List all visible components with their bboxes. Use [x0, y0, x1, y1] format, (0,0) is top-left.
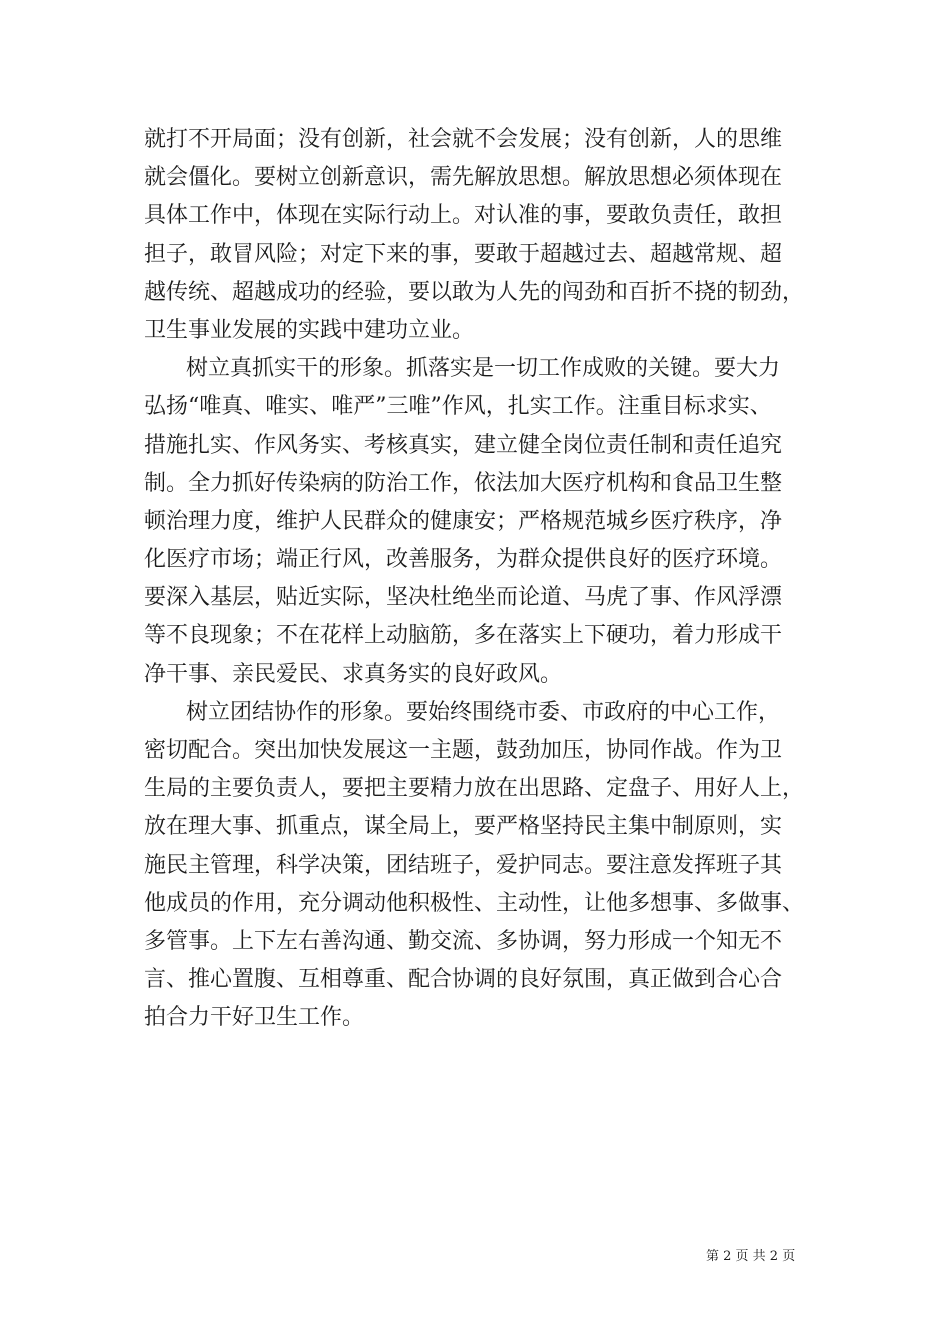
text-line: 化医疗市场；端正行风，改善服务，为群众提供良好的医疗环境。	[144, 547, 783, 573]
text-line: 施民主管理，科学决策，团结班子，爱护同志。要注意发挥班子其	[144, 852, 783, 878]
text-line: 就会僵化。要树立创新意识，需先解放思想。解放思想必须体现在	[144, 165, 783, 191]
page-number-footer: 第 2 页 共 2 页	[706, 1249, 796, 1264]
text-line: 具体工作中，体现在实际行动上。对认准的事，要敢负责任，敢担	[144, 203, 783, 229]
text-line: 弘扬“唯真、唯实、唯严”三唯”作风，扎实工作。注重目标求实、	[144, 394, 772, 420]
text-line: 密切配合。突出加快发展这一主题，鼓劲加压，协同作战。作为卫	[144, 738, 783, 763]
text-line: 等不良现象；不在花样上动脑筋，多在落实上下硬功，着力形成干	[144, 623, 783, 649]
text-line: 放在理大事、抓重点，谋全局上，要严格坚持民主集中制原则，实	[144, 814, 783, 840]
paragraph-start-line: 树立真抓实干的形象。抓落实是一切工作成败的关键。要大力	[186, 356, 781, 382]
text-line: 要深入基层，贴近实际，坚决杜绝坐而论道、马虎了事、作风浮漂	[144, 585, 783, 611]
text-line: 他成员的作用，充分调动他积极性、主动性，让他多想事、多做事、	[144, 890, 805, 916]
text-line: 言、推心置腹、互相尊重、配合协调的良好氛围，真正做到合心合	[144, 967, 783, 993]
text-line: 生局的主要负责人，要把主要精力放在出思路、定盘子、用好人上，	[144, 776, 805, 802]
document-body	[144, 121, 828, 1038]
text-line: 担子，敢冒风险；对定下来的事，要敢于超越过去、超越常规、超	[144, 241, 783, 267]
text-line: 就打不开局面；没有创新，社会就不会发展；没有创新，人的思维	[144, 127, 783, 152]
text-line: 顿治理力度，维护人民群众的健康安；严格规范城乡医疗秩序，净	[144, 508, 783, 534]
text-line: 拍合力干好卫生工作。	[144, 1005, 365, 1031]
text-line: 制。全力抓好传染病的防治工作，依法加大医疗机构和食品卫生整	[144, 470, 783, 496]
text-line: 措施扎实、作风务实、考核真实，建立健全岗位责任制和责任追究	[144, 432, 783, 458]
text-line: 越传统、超越成功的经验，要以敢为人先的闯劲和百折不挠的韧劲，	[144, 279, 805, 305]
text-line: 卫生事业发展的实践中建功立业。	[144, 317, 475, 343]
text-line: 多管事。上下左右善沟通、勤交流、多协调，努力形成一个知无不	[144, 928, 783, 954]
text-line: 净干事、亲民爱民、求真务实的良好政风。	[144, 661, 563, 687]
paragraph-start-line: 树立团结协作的形象。要始终围绕市委、市政府的中心工作，	[186, 699, 781, 725]
